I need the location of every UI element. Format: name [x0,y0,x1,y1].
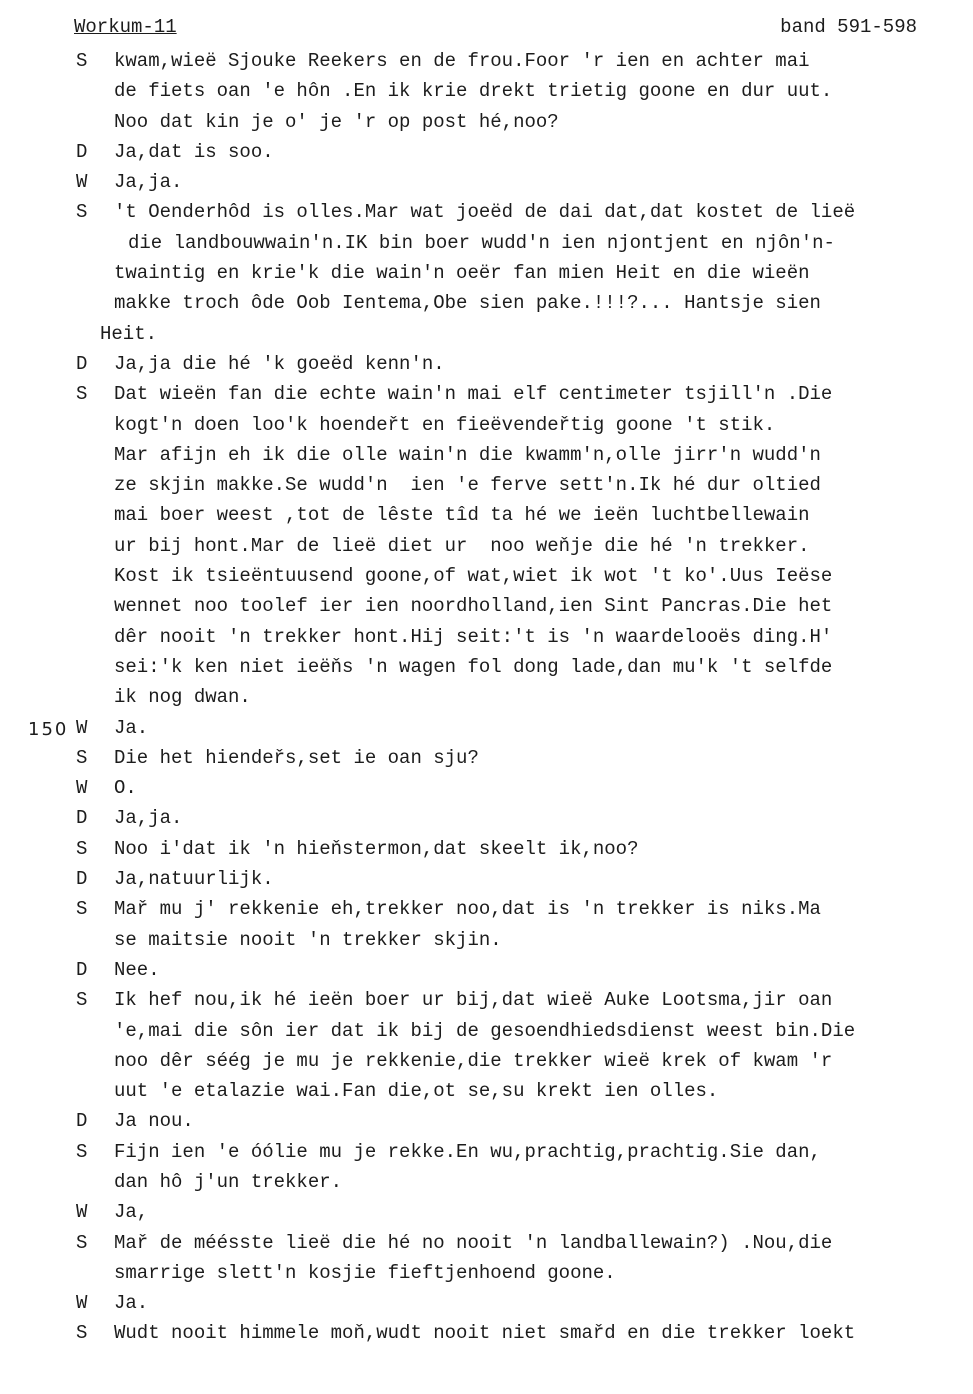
dialogue-turn [0,894,973,955]
transcript-line: Dat wieën fan die echte wain′n mai elf centimeter tsjill′n .Die [114,383,833,406]
transcript-line: dan hô j′un trekker. [114,1170,343,1193]
transcript-line: Noo dat kin je o′ je ′r op post hé,noo? [114,110,559,133]
transcript-line: Heit. [100,322,158,345]
speaker-label: S [76,898,88,921]
dialogue-turn [0,137,973,167]
transcript-line: dêr nooit ′n trekker hont.Hij seit:′t is ′n waardelooës ding.H′ [114,625,833,648]
transcript-line: mai boer weest ,tot de lêste tîd ta hé we ieën luchtbellewain [114,504,810,527]
speaker-label: D [76,352,88,375]
transcript-line: twaintig en krie′k die wain′n oeër fan mien Heit en die wieën [114,262,810,285]
transcript-line: Mař de méésste lieë die hé no nooit ′n landballewain?) .Nou,die [114,1231,833,1254]
transcript-line: Ja, [114,1201,149,1224]
dialogue-turn [0,1288,973,1318]
transcript-line: smarrige slett′n kosjie fieftjenhoend goone. [114,1261,616,1284]
transcript-line: Ja,ja. [114,171,183,194]
transcript-line: Ja,ja die hé ′k goeëd kenn′n. [114,352,445,375]
transcript-line: Kost ik tsieëntuusend goone,of wat,wiet ik wot ′t ko′.Uus Ieëse [114,565,833,588]
dialogue-turn [0,743,973,773]
speaker-label: S [76,1140,88,1163]
transcript-line: noo dêr séég je mu je rekkenie,die trekker wieë krek of kwam ′r [114,1049,833,1072]
transcript-line: Noo i′dat ik ′n hieňstermon,dat skeelt ik,noo? [114,837,639,860]
dialogue-turn [0,379,973,712]
transcript-line: Ja nou. [114,1110,194,1133]
dialogue-turn [0,1106,973,1136]
speaker-label: W [76,1292,88,1315]
speaker-label: D [76,868,88,891]
speaker-label: S [76,50,88,72]
transcript-line: Die het hiendeřs,set ie oan sju? [114,746,479,769]
dialogue-turn [0,349,973,379]
transcript-line: ′t Oenderhôd is olles.Mar wat joeëd de dai dat,dat kostet de lieë [114,201,856,224]
speaker-label: D [76,958,88,981]
dialogue-turn [0,1137,973,1198]
dialogue-turn [0,1318,973,1348]
transcript-line: ze skjin makke.Se wudd′n ien ′e ferve sett′n.Ik hé dur oltied [114,474,821,497]
transcript-line: Fijn ien ′e óólie mu je rekke.En wu,prachtig,prachtig.Sie dan, [114,1140,821,1163]
speaker-label: W [76,1201,88,1224]
speaker-label: W [76,171,88,194]
speaker-label: D [76,1110,88,1133]
transcript-line: die landbouwwain′n.IK bin boer wudd′n ien njontjent en njôn′n- [128,231,835,254]
transcript-line: Ik hef nou,ik hé ieën boer ur bij,dat wieë Auke Lootsma,jir oan [114,989,833,1012]
dialogue-turn [0,773,973,803]
transcript-line: de fiets oan ′e hôn .En ik krie drekt trietig goone en dur uut. [114,80,833,103]
dialogue-turn [0,834,973,864]
header-band-range: band 591-598 [780,16,917,38]
speaker-label: W [76,777,88,800]
speaker-label: S [76,1231,88,1254]
transcript-line: kwam,wieë Sjouke Reekers en de frou.Foor ′r ien en achter mai [114,50,810,72]
dialogue-turn [0,955,973,985]
margin-line-number: 150 [28,719,69,740]
dialogue-turn [0,46,973,137]
dialogue-turn [0,803,973,833]
transcript-line: wennet noo toolef ier ien noordholland,ien Sint Pancras.Die het [114,595,833,618]
transcript-line: Ja,dat is soo. [114,140,274,163]
speaker-label: S [76,837,88,860]
transcript-line: makke troch ôde Oob Ientema,Obe sien pake.!!!?... Hantsje sien [114,292,821,315]
transcript-line: ur bij hont.Mar de lieë diet ur noo weňje die hé ′n trekker. [114,534,810,557]
header-title: Workum-11 [74,16,177,38]
dialogue-turn [0,864,973,894]
dialogue-turn [0,1197,973,1227]
transcript-line: se maitsie nooit ′n trekker skjin. [114,928,502,951]
speaker-label: S [76,989,88,1012]
speaker-label: D [76,140,88,163]
transcript-line: Wudt nooit himmele moň,wudt nooit niet smařd en die trekker loekt [114,1322,856,1345]
speaker-label: D [76,807,88,830]
dialogue-turn [0,713,973,743]
dialogue-turn [0,985,973,1106]
speaker-label: S [76,1322,88,1345]
dialogue-turn [0,167,973,197]
transcript-line: Ja. [114,716,149,739]
transcript-line: sei:′k ken niet ieëňs ′n wagen fol dong lade,dan mu′k ′t selfde [114,655,833,678]
speaker-label: S [76,746,88,769]
transcript-line: uut ′e etalazie wai.Fan die,ot se,su krekt ien olles. [114,1080,719,1103]
transcript-line: Mar afijn eh ik die olle wain′n die kwamm′n,olle jirr′n wudd′n [114,443,821,466]
transcript-line: Mař mu j′ rekkenie eh,trekker noo,dat is ′n trekker is niks.Ma [114,898,821,921]
speaker-label: S [76,201,88,224]
dialogue-turn [0,197,973,348]
transcript-line: kogt′n doen loo′k hoendeřt en fieëvendeřtig goone ′t stik. [114,413,776,436]
transcript-line: ′e,mai die sôn ier dat ik bij de gesoendhiedsdienst weest bin.Die [114,1019,856,1042]
transcript [0,46,973,1349]
transcript-line: Ja,ja. [114,807,183,830]
transcript-line: Nee. [114,958,160,981]
transcript-line: Ja,natuurlijk. [114,868,274,891]
transcript-line: O. [114,777,137,800]
dialogue-turn [0,1228,973,1289]
speaker-label: W [76,716,88,739]
transcript-line: ik nog dwan. [114,686,251,709]
speaker-label: S [76,383,88,406]
transcript-line: Ja. [114,1292,149,1315]
